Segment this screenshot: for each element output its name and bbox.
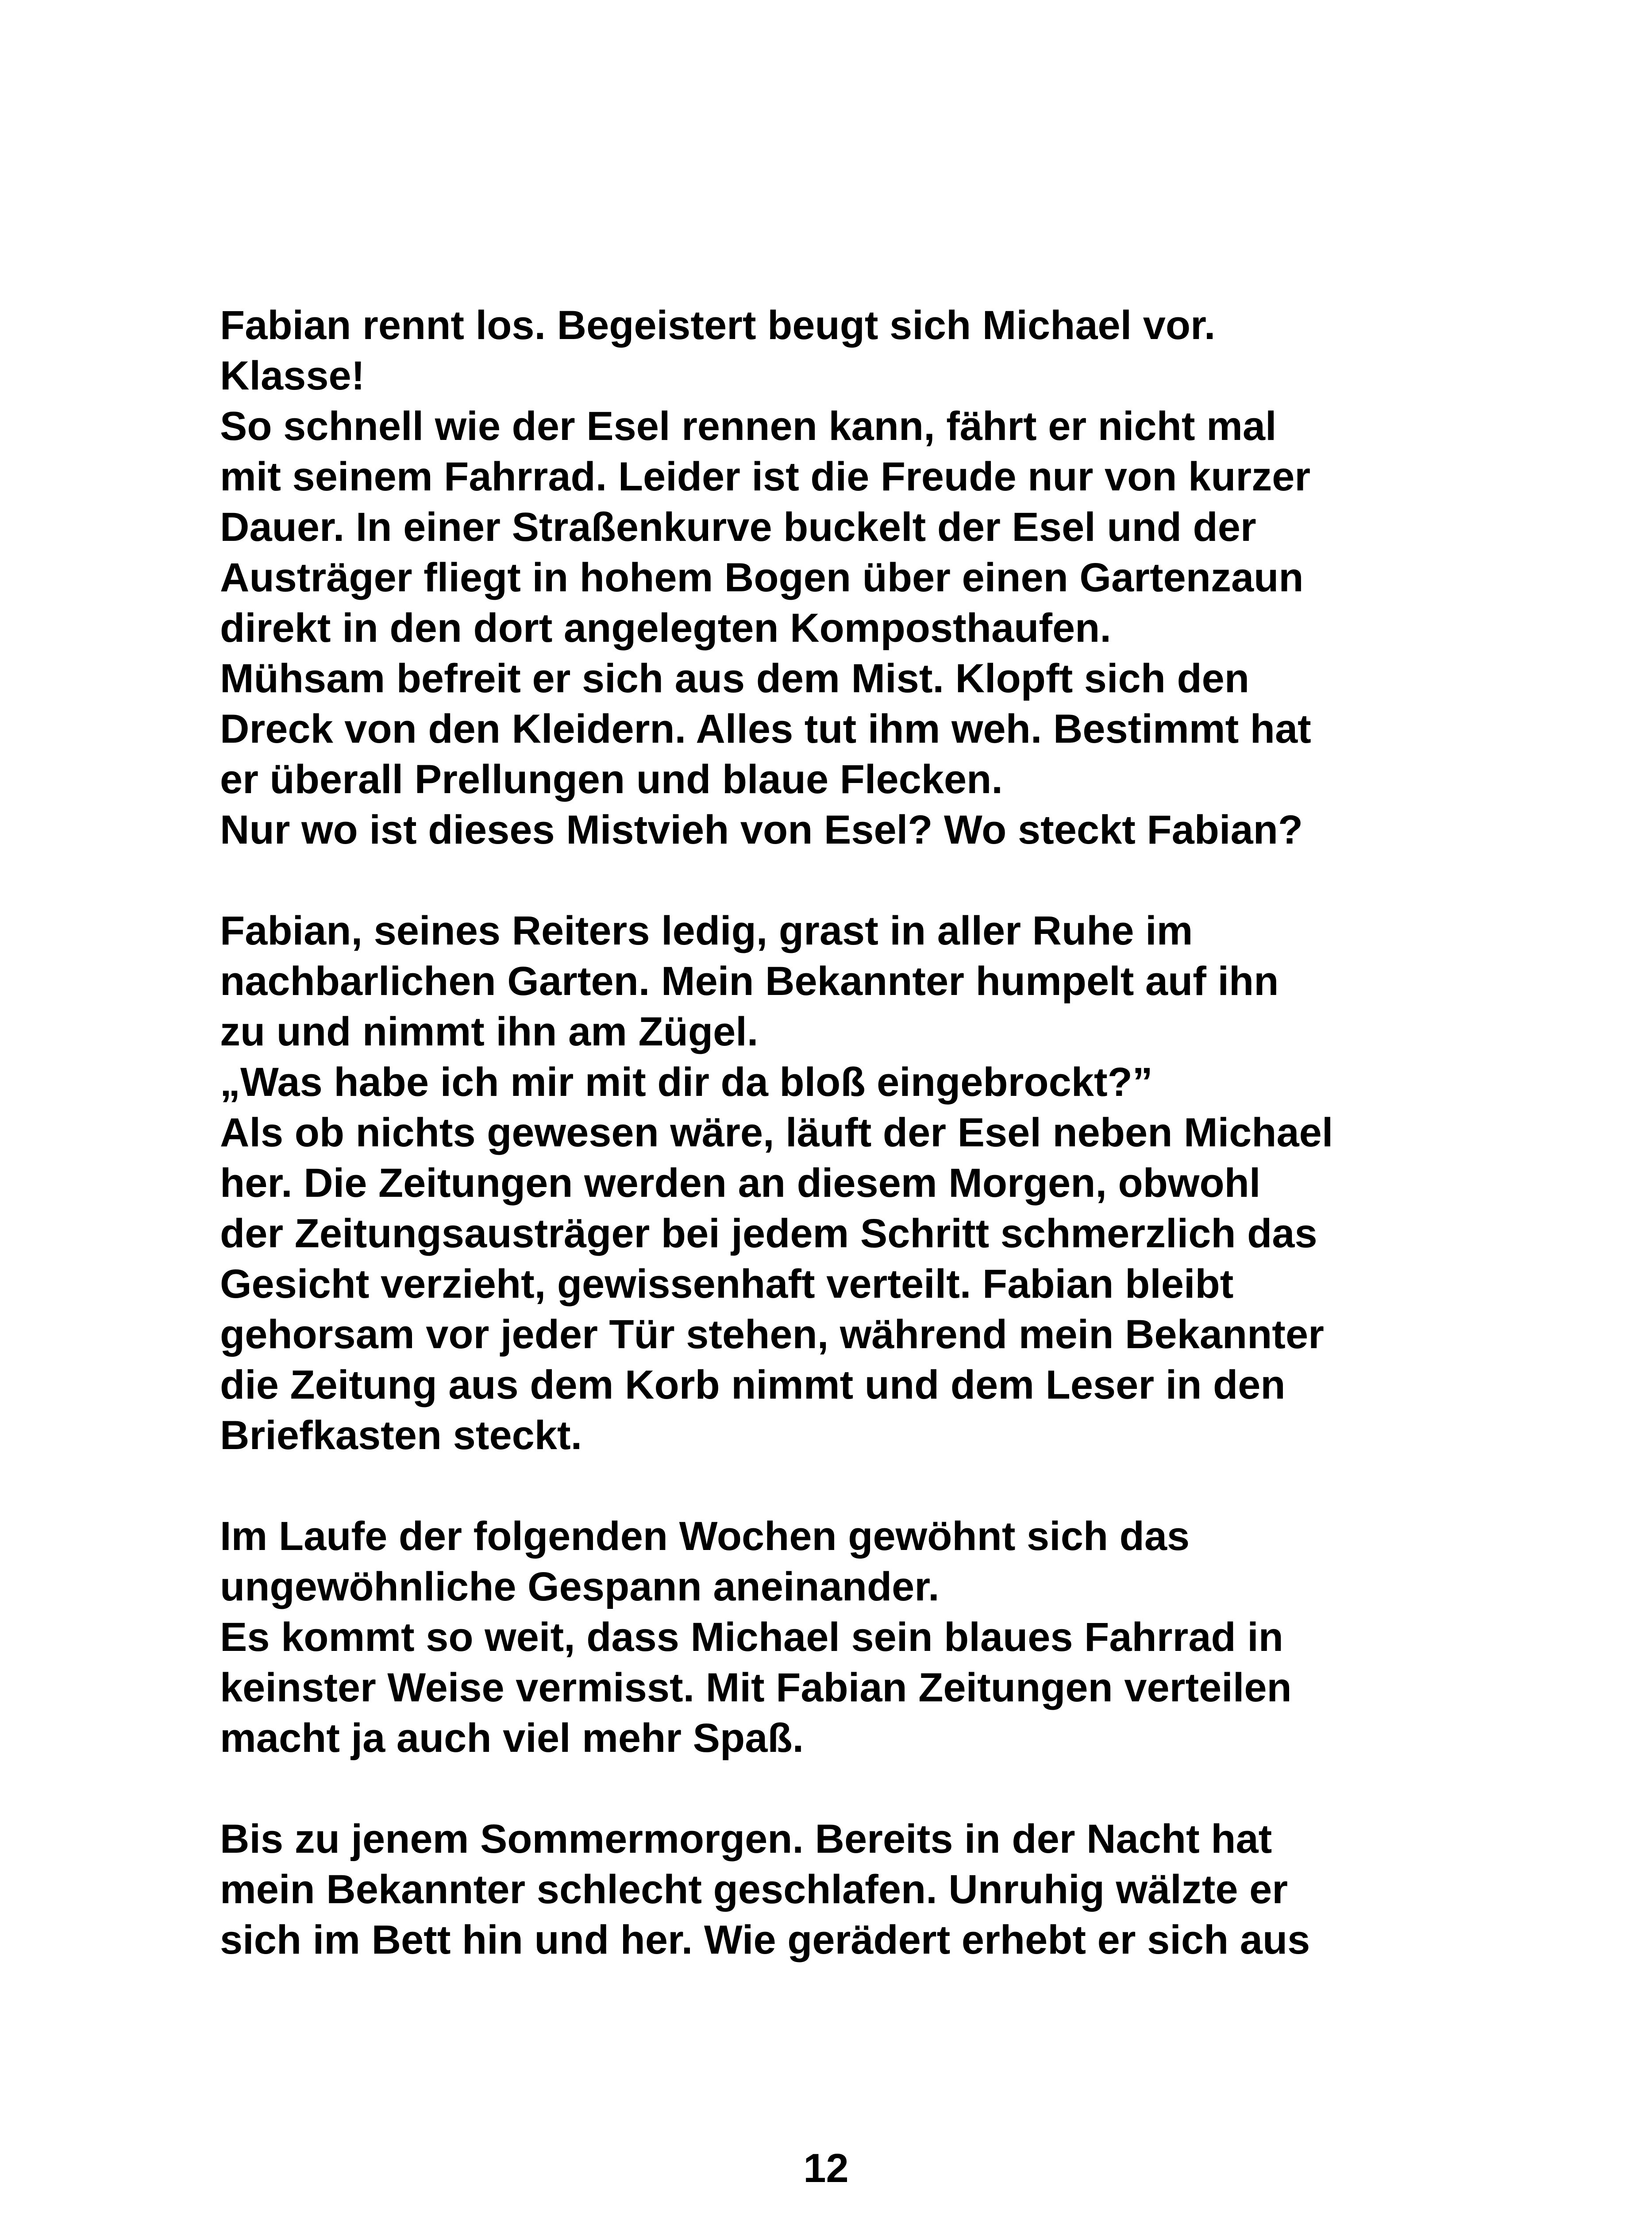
page-number: 12 — [803, 2146, 849, 2191]
text-line: Klasse! — [220, 353, 365, 398]
text-line: der Zeitungsausträger bei jedem Schritt schmerzlich das — [220, 1211, 1317, 1256]
text-line: nachbarlichen Garten. Mein Bekannter humpelt auf ihn — [220, 959, 1279, 1004]
text-line: Es kommt so weit, dass Michael sein blaues Fahrrad in — [220, 1615, 1284, 1660]
text-line: Bis zu jenem Sommermorgen. Bereits in der Nacht hat — [220, 1816, 1272, 1862]
text-line: sich im Bett hin und her. Wie gerädert erhebt er sich aus — [220, 1917, 1310, 1962]
text-line: Im Laufe der folgenden Wochen gewöhnt sich das — [220, 1514, 1190, 1559]
text-line: Als ob nichts gewesen wäre, läuft der Esel neben Michael — [220, 1110, 1333, 1155]
text-line: Fabian, seines Reiters ledig, grast in aller Ruhe im — [220, 908, 1193, 953]
text-line: keinster Weise vermisst. Mit Fabian Zeitungen verteilen — [220, 1665, 1292, 1710]
text-line: Dreck von den Kleidern. Alles tut ihm weh. Bestimmt hat — [220, 706, 1311, 752]
text-line: mein Bekannter schlecht geschlafen. Unruhig wälzte er — [220, 1867, 1288, 1912]
text-line: her. Die Zeitungen werden an diesem Morgen, obwohl — [220, 1160, 1261, 1206]
text-line: Nur wo ist dieses Mistvieh von Esel? Wo steckt Fabian? — [220, 807, 1303, 852]
text-line: gehorsam vor jeder Tür stehen, während mein Bekannter — [220, 1312, 1324, 1357]
text-line: zu und nimmt ihn am Zügel. — [220, 1009, 759, 1054]
text-line: Fabian rennt los. Begeistert beugt sich Michael vor. — [220, 303, 1216, 348]
text-line: So schnell wie der Esel rennen kann, fährt er nicht mal — [220, 404, 1277, 449]
text-line: Austräger fliegt in hohem Bogen über einen Gartenzaun — [220, 555, 1304, 600]
text-line: Gesicht verzieht, gewissenhaft verteilt. Fabian bleibt — [220, 1261, 1234, 1307]
text-line: Mühsam befreit er sich aus dem Mist. Klopft sich den — [220, 656, 1250, 701]
paragraph-break — [220, 1461, 1548, 1511]
text-line: „Was habe ich mir mit dir da bloß eingebrockt?” — [220, 1060, 1153, 1105]
text-line: ungewöhnliche Gespann aneinander. — [220, 1564, 940, 1609]
text-line: direkt in den dort angelegten Komposthaufen. — [220, 605, 1111, 651]
text-line: Briefkasten steckt. — [220, 1413, 582, 1458]
body-text — [220, 300, 1548, 1965]
paragraph-break — [220, 855, 1548, 906]
text-line: Dauer. In einer Straßenkurve buckelt der Esel und der — [220, 505, 1256, 550]
text-line: mit seinem Fahrrad. Leider ist die Freude nur von kurzer — [220, 454, 1311, 499]
text-line: macht ja auch viel mehr Spaß. — [220, 1716, 804, 1761]
text-line: die Zeitung aus dem Korb nimmt und dem Leser in den — [220, 1362, 1286, 1407]
text-line: er überall Prellungen und blaue Flecken. — [220, 757, 1003, 802]
paragraph-break — [220, 1763, 1548, 1814]
